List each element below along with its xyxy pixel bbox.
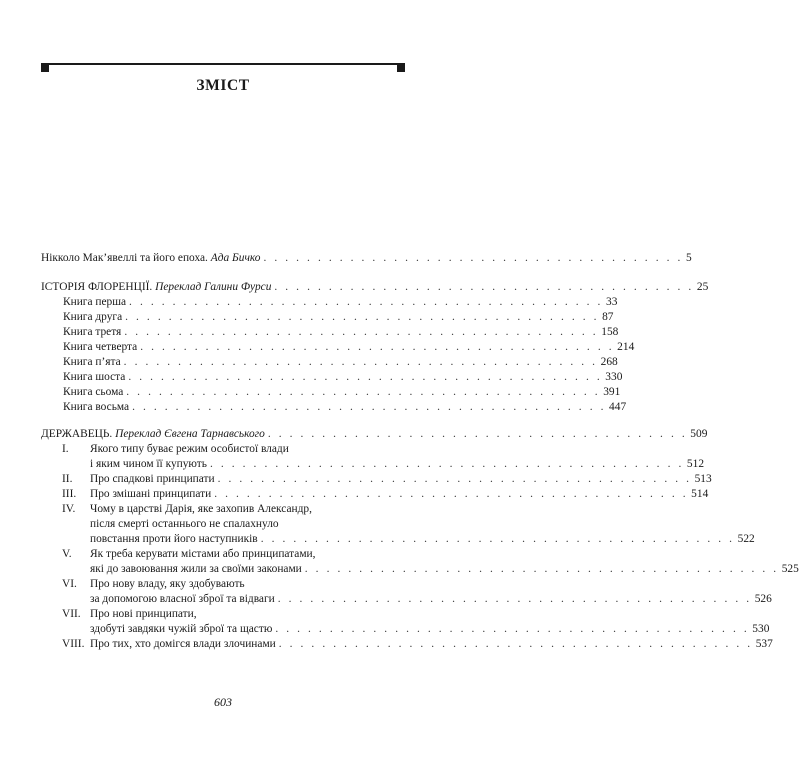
toc-entry-book[interactable] <box>63 385 621 400</box>
toc-prince-label <box>41 427 265 442</box>
toc-book-label: Книга друга <box>63 311 123 323</box>
toc-entry-florence[interactable] <box>41 280 709 295</box>
chapter-text <box>90 472 712 487</box>
chapter-title-text: Про змішані принципати <box>90 488 212 500</box>
chapter-title-line: після смерті останнього не спалахнуло <box>90 518 279 530</box>
chapter-page: 530 <box>752 623 770 635</box>
toc-florence-page: 25 <box>696 281 709 293</box>
leader-dots: . . . . . . . . . . . . . . . . . . . . . . . . . . . . . . . . . . . . . . . <box>263 252 683 264</box>
leader-dots: . . . . . . . . . . . . . . . . . . . . . . . . . . . . . . . . . . . . . . . . . . . . <box>125 311 600 323</box>
toc-entry-chapter[interactable] <box>41 637 773 652</box>
toc-book-page: 391 <box>603 386 621 398</box>
toc-book-page: 330 <box>605 371 623 383</box>
chapter-number: III. <box>62 488 77 500</box>
chapter-title-line <box>90 592 772 607</box>
toc-florence-translator: Переклад Галини Фурси <box>155 281 272 293</box>
leader-dots: . . . . . . . . . . . . . . . . . . . . . . . . . . . . . . . . . . . . . . . <box>267 428 688 440</box>
chapter-title-text: повстання проти його наступників <box>90 533 258 545</box>
chapter-page: 525 <box>781 563 799 575</box>
chapter-text <box>90 442 705 472</box>
chapter-text <box>90 637 773 652</box>
toc-book-label: Книга сьома <box>63 386 124 398</box>
chapter-number: V. <box>62 548 72 560</box>
chapter-title-line: Про нову владу, яку здобувають <box>90 578 245 590</box>
leader-dots: . . . . . . . . . . . . . . . . . . . . . . . . . . . . . . . . . . . . . . . . . . . . <box>275 623 750 635</box>
chapter-number: VII. <box>62 608 81 620</box>
toc-book-page: 214 <box>617 341 635 353</box>
toc-entry-intro[interactable] <box>41 250 692 266</box>
toc-prince-page: 509 <box>690 428 708 440</box>
toc-intro-title: Нікколо Мак’явеллі та його епоха. <box>41 252 211 264</box>
chapter-page: 512 <box>686 458 705 470</box>
toc-book-page: 158 <box>601 326 619 338</box>
toc-book-label: Книга четверта <box>63 341 138 353</box>
leader-dots: . . . . . . . . . . . . . . . . . . . . . . . . . . . . . . . . . . . . . . . . . . . . <box>260 533 735 545</box>
book-list <box>41 295 635 415</box>
toc-entry-book[interactable] <box>63 340 635 355</box>
toc-prince-translator: Переклад Євгена Тарнавського <box>115 428 265 440</box>
chapter-title-line <box>90 487 709 502</box>
toc-entry-chapter[interactable] <box>41 487 709 502</box>
chapter-number: VI. <box>62 578 77 590</box>
chapter-number: VIII. <box>62 638 85 650</box>
corner-mark-left <box>41 63 49 72</box>
chapter-page: 513 <box>694 473 712 485</box>
leader-dots: . . . . . . . . . . . . . . . . . . . . . . . . . . . . . . . . . . . . . . . . . . . . <box>129 296 603 308</box>
toc-entry-book[interactable] <box>63 295 618 310</box>
toc-entry-chapter[interactable] <box>41 547 799 577</box>
chapter-number: I. <box>62 443 69 455</box>
chapter-title-line <box>90 637 773 652</box>
leader-dots: . . . . . . . . . . . . . . . . . . . . . . . . . . . . . . . . . . . . . . . . . . . . <box>123 356 598 368</box>
chapter-text <box>90 607 770 637</box>
toc-book-label: Книга восьма <box>63 401 130 413</box>
toc-intro-label <box>41 251 260 266</box>
chapter-number: IV. <box>62 503 76 515</box>
chapter-title-line <box>90 532 755 547</box>
leader-dots: . . . . . . . . . . . . . . . . . . . . . . . . . . . . . . . . . . . . . . . . . . . . <box>209 458 684 470</box>
chapter-page: 526 <box>754 593 772 605</box>
chapter-title-line: Якого типу буває режим особистої влади <box>90 443 289 455</box>
chapter-text <box>90 502 755 547</box>
toc-entry-book[interactable] <box>63 370 623 385</box>
toc-entry-chapter[interactable] <box>41 442 705 472</box>
leader-dots: . . . . . . . . . . . . . . . . . . . . . . . . . . . . . . . . . . . . . . . . . . . . <box>128 371 603 383</box>
toc-book-label: Книга п’ята <box>63 356 121 368</box>
chapter-text <box>90 547 799 577</box>
toc-book-label: Книга третя <box>63 326 122 338</box>
leader-dots: . . . . . . . . . . . . . . . . . . . . . . . . . . . . . . . . . . . . . . . <box>274 281 694 293</box>
toc-book-page: 447 <box>609 401 627 413</box>
corner-mark-right <box>397 63 405 72</box>
toc-entry-prince[interactable] <box>41 427 708 442</box>
chapter-title-line: Про нові принципати, <box>90 608 197 620</box>
chapter-title-line: Як треба керувати містами або принципатами, <box>90 548 316 560</box>
table-of-contents <box>41 250 799 652</box>
page-title: ЗМІСТ <box>196 77 250 94</box>
toc-entry-book[interactable] <box>63 355 618 370</box>
chapter-title-text: Про спадкові принципати <box>90 473 215 485</box>
toc-book-page: 33 <box>606 296 618 308</box>
toc-intro-page: 5 <box>685 252 692 264</box>
toc-book-label: Книга перша <box>63 296 127 308</box>
toc-florence-label <box>41 280 271 295</box>
toc-entry-chapter[interactable] <box>41 472 712 487</box>
chapter-title-text: і яким чином її купують <box>90 458 207 470</box>
toc-prince-title: ДЕРЖАВЕЦЬ. <box>41 428 116 440</box>
chapter-page: 522 <box>737 533 755 545</box>
toc-entry-chapter[interactable] <box>41 502 755 547</box>
chapter-title-line <box>90 622 770 637</box>
chapter-title-text: які до завоювання жили за своїми законами <box>90 563 302 575</box>
chapter-title-text: здобуті завдяки чужій зброї та щастю <box>90 623 273 635</box>
chapter-number: II. <box>62 473 73 485</box>
toc-entry-book[interactable] <box>63 400 627 415</box>
chapter-page: 514 <box>691 488 709 500</box>
leader-dots: . . . . . . . . . . . . . . . . . . . . . . . . . . . . . . . . . . . . . . . . . . . . <box>140 341 615 353</box>
chapter-title-text: за допомогою власної зброї та відваги <box>90 593 275 605</box>
toc-entry-book[interactable] <box>63 310 614 325</box>
chapter-page: 537 <box>755 638 773 650</box>
top-rule <box>41 63 405 65</box>
chapter-title-line: Чому в царстві Дарія, яке захопив Александр, <box>90 503 312 515</box>
chapter-text <box>90 577 772 607</box>
toc-florence-title: ІСТОРІЯ ФЛОРЕНЦІЇ. <box>41 281 156 293</box>
toc-book-label: Книга шоста <box>63 371 126 383</box>
leader-dots: . . . . . . . . . . . . . . . . . . . . . . . . . . . . . . . . . . . . . . . . . . . . <box>304 563 779 575</box>
chapter-text <box>90 487 709 502</box>
chapter-list <box>41 442 799 652</box>
chapter-title-text: Про тих, хто домігся влади злочинами <box>90 638 276 650</box>
chapter-title-line <box>90 472 712 487</box>
chapter-title-line <box>90 562 799 577</box>
toc-intro-author: Ада Бичко <box>210 252 261 264</box>
leader-dots: . . . . . . . . . . . . . . . . . . . . . . . . . . . . . . . . . . . . . . . . . . . . <box>277 593 752 605</box>
leader-dots: . . . . . . . . . . . . . . . . . . . . . . . . . . . . . . . . . . . . . . . . . . . . <box>132 401 607 413</box>
leader-dots: . . . . . . . . . . . . . . . . . . . . . . . . . . . . . . . . . . . . . . . . . . . . <box>278 638 753 650</box>
toc-entry-chapter[interactable] <box>41 607 770 637</box>
leader-dots: . . . . . . . . . . . . . . . . . . . . . . . . . . . . . . . . . . . . . . . . . . . . <box>217 473 692 485</box>
chapter-title-line <box>90 457 705 472</box>
toc-book-page: 268 <box>600 356 618 368</box>
page-number: 603 <box>214 695 232 709</box>
toc-entry-book[interactable] <box>63 325 619 340</box>
leader-dots: . . . . . . . . . . . . . . . . . . . . . . . . . . . . . . . . . . . . . . . . . . . . <box>126 386 601 398</box>
toc-book-page: 87 <box>602 311 614 323</box>
leader-dots: . . . . . . . . . . . . . . . . . . . . . . . . . . . . . . . . . . . . . . . . . . . . <box>214 488 689 500</box>
leader-dots: . . . . . . . . . . . . . . . . . . . . . . . . . . . . . . . . . . . . . . . . . . . . <box>124 326 599 338</box>
toc-entry-chapter[interactable] <box>41 577 772 607</box>
